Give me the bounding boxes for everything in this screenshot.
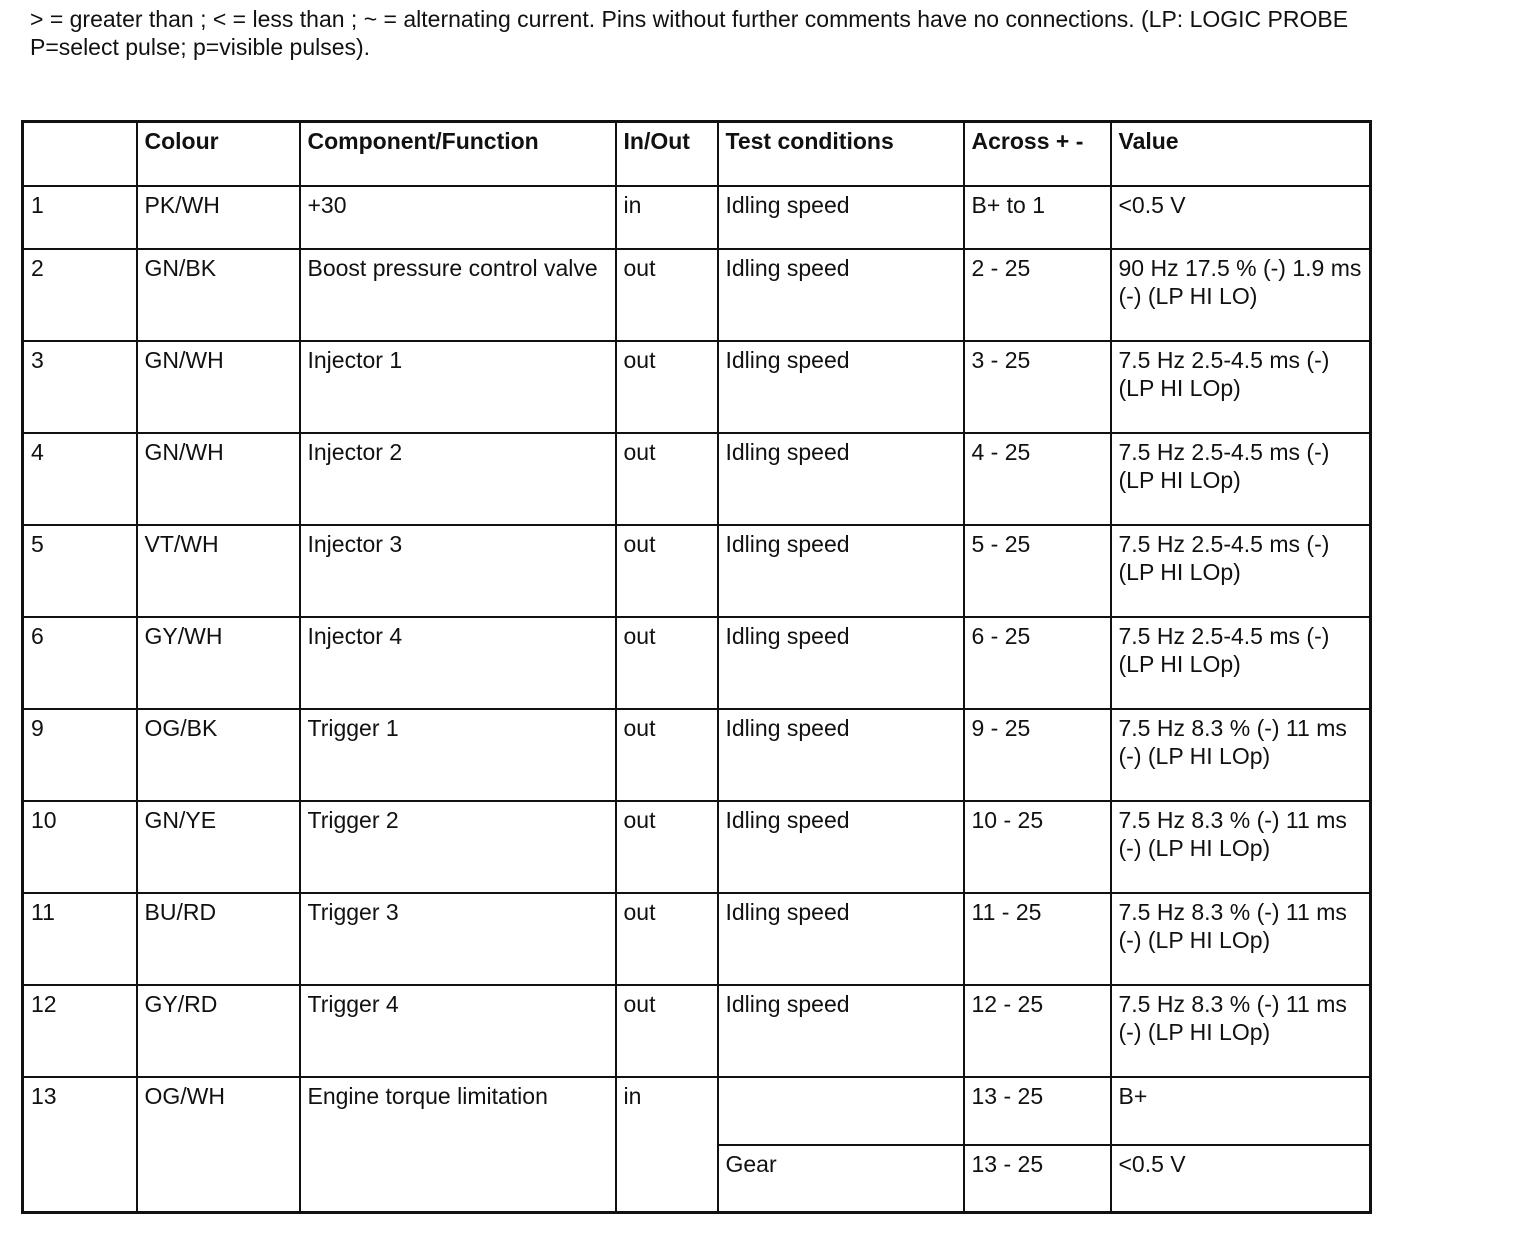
test-conditions-cell: Idling speed	[718, 893, 964, 985]
component-cell: Injector 2	[300, 433, 616, 525]
inout-cell: out	[616, 617, 718, 709]
value-cell: 7.5 Hz 2.5-4.5 ms (-) (LP HI LOp)	[1111, 433, 1371, 525]
across-cell: 6 - 25	[964, 617, 1111, 709]
inout-cell: out	[616, 893, 718, 985]
across-cell: 10 - 25	[964, 801, 1111, 893]
test-conditions-cell: Idling speed	[718, 341, 964, 433]
value-cell: 7.5 Hz 8.3 % (-) 11 ms (-) (LP HI LOp)	[1111, 801, 1371, 893]
header-across: Across + -	[964, 122, 1111, 187]
pin-cell: 4	[23, 433, 137, 525]
colour-cell: GN/WH	[137, 341, 300, 433]
test-conditions-cell: Gear	[718, 1145, 964, 1213]
intro-line-1: > = greater than ; < = less than ; ~ = alternating current. Pins without further comments have no connections. (LP: LOGIC PROBE	[30, 6, 1349, 32]
across-cell: B+ to 1	[964, 186, 1111, 249]
across-cell: 3 - 25	[964, 341, 1111, 433]
table-row	[23, 433, 1371, 525]
component-cell: Trigger 2	[300, 801, 616, 893]
inout-cell: out	[616, 525, 718, 617]
component-cell: Trigger 3	[300, 893, 616, 985]
inout-cell: out	[616, 801, 718, 893]
test-conditions-cell: Idling speed	[718, 433, 964, 525]
intro-note	[30, 5, 1530, 61]
across-cell: 4 - 25	[964, 433, 1111, 525]
across-cell: 12 - 25	[964, 985, 1111, 1077]
colour-cell: OG/BK	[137, 709, 300, 801]
header-value: Value	[1111, 122, 1371, 187]
pin-cell: 10	[23, 801, 137, 893]
value-cell: 7.5 Hz 8.3 % (-) 11 ms (-) (LP HI LOp)	[1111, 709, 1371, 801]
value-cell: <0.5 V	[1111, 186, 1371, 249]
across-cell: 5 - 25	[964, 525, 1111, 617]
table-row	[23, 985, 1371, 1077]
pin-cell: 5	[23, 525, 137, 617]
test-conditions-cell: Idling speed	[718, 249, 964, 341]
inout-cell: in	[616, 1077, 718, 1212]
pin-cell: 11	[23, 893, 137, 985]
component-cell: Trigger 4	[300, 985, 616, 1077]
colour-cell: GN/WH	[137, 433, 300, 525]
table-row	[23, 341, 1371, 433]
across-cell: 11 - 25	[964, 893, 1111, 985]
table-row	[23, 249, 1371, 341]
across-cell: 2 - 25	[964, 249, 1111, 341]
table-row	[23, 709, 1371, 801]
component-cell: Engine torque limitation	[300, 1077, 616, 1212]
colour-cell: GY/RD	[137, 985, 300, 1077]
table-row	[23, 617, 1371, 709]
across-cell: 9 - 25	[964, 709, 1111, 801]
table-row	[23, 186, 1371, 249]
pin-assignment-table	[21, 120, 1372, 1214]
component-cell: Trigger 1	[300, 709, 616, 801]
colour-cell: PK/WH	[137, 186, 300, 249]
pin-cell: 13	[23, 1077, 137, 1212]
inout-cell: out	[616, 249, 718, 341]
value-cell: 90 Hz 17.5 % (-) 1.9 ms (-) (LP HI LO)	[1111, 249, 1371, 341]
value-cell: 7.5 Hz 2.5-4.5 ms (-) (LP HI LOp)	[1111, 617, 1371, 709]
colour-cell: BU/RD	[137, 893, 300, 985]
colour-cell: OG/WH	[137, 1077, 300, 1212]
pin-cell: 3	[23, 341, 137, 433]
inout-cell: out	[616, 709, 718, 801]
inout-cell: out	[616, 341, 718, 433]
table-row	[23, 525, 1371, 617]
colour-cell: GN/YE	[137, 801, 300, 893]
intro-line-2: P=select pulse; p=visible pulses).	[30, 34, 371, 60]
pin-cell: 12	[23, 985, 137, 1077]
component-cell: +30	[300, 186, 616, 249]
header-inout: In/Out	[616, 122, 718, 187]
test-conditions-cell: Idling speed	[718, 617, 964, 709]
inout-cell: in	[616, 186, 718, 249]
table-row	[23, 893, 1371, 985]
inout-cell: out	[616, 433, 718, 525]
table-row	[23, 1077, 1371, 1144]
table-row	[23, 801, 1371, 893]
across-cell: 13 - 25	[964, 1077, 1111, 1144]
across-cell: 13 - 25	[964, 1145, 1111, 1213]
value-cell: 7.5 Hz 8.3 % (-) 11 ms (-) (LP HI LOp)	[1111, 893, 1371, 985]
component-cell: Injector 3	[300, 525, 616, 617]
component-cell: Boost pressure control valve	[300, 249, 616, 341]
pin-cell: 1	[23, 186, 137, 249]
test-conditions-cell: Idling speed	[718, 186, 964, 249]
pin-cell: 2	[23, 249, 137, 341]
colour-cell: GN/BK	[137, 249, 300, 341]
header-pin	[23, 122, 137, 187]
test-conditions-cell: Idling speed	[718, 525, 964, 617]
table-header-row	[23, 122, 1371, 187]
component-cell: Injector 4	[300, 617, 616, 709]
test-conditions-cell: Idling speed	[718, 709, 964, 801]
value-cell: 7.5 Hz 2.5-4.5 ms (-) (LP HI LOp)	[1111, 525, 1371, 617]
header-test-conditions: Test conditions	[718, 122, 964, 187]
value-cell: 7.5 Hz 2.5-4.5 ms (-) (LP HI LOp)	[1111, 341, 1371, 433]
value-cell: <0.5 V	[1111, 1145, 1371, 1213]
colour-cell: GY/WH	[137, 617, 300, 709]
test-conditions-cell: Idling speed	[718, 801, 964, 893]
value-cell: B+	[1111, 1077, 1371, 1144]
value-cell: 7.5 Hz 8.3 % (-) 11 ms (-) (LP HI LOp)	[1111, 985, 1371, 1077]
pin-cell: 6	[23, 617, 137, 709]
test-conditions-cell	[718, 1077, 964, 1144]
component-cell: Injector 1	[300, 341, 616, 433]
header-colour: Colour	[137, 122, 300, 187]
pin-cell: 9	[23, 709, 137, 801]
inout-cell: out	[616, 985, 718, 1077]
header-component: Component/Function	[300, 122, 616, 187]
test-conditions-cell: Idling speed	[718, 985, 964, 1077]
colour-cell: VT/WH	[137, 525, 300, 617]
